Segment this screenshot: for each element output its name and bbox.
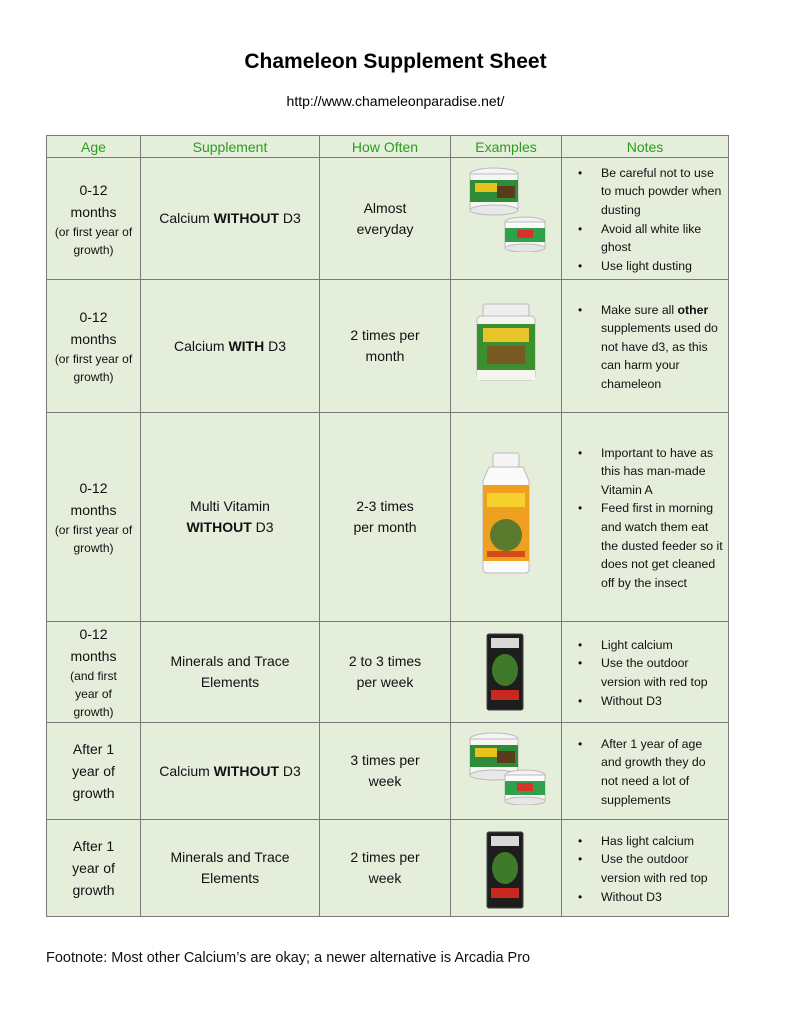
how-often-cell	[320, 622, 451, 723]
table-row	[47, 280, 729, 413]
how-often-cell	[320, 280, 451, 413]
supplement-cell	[141, 413, 320, 622]
notes-cell	[562, 413, 729, 622]
minerals-box-icon	[485, 830, 525, 910]
notes-list	[562, 301, 724, 394]
how-often-text: Almost everyday	[356, 199, 414, 237]
supplement-cell	[141, 622, 320, 723]
age-main: 0-12 months	[70, 626, 117, 664]
how-often-text: 2 to 3 times per week	[348, 653, 422, 690]
age-sub: (or first year of growth)	[54, 224, 133, 257]
supplement-emphasis: WITHOUT	[186, 519, 252, 535]
table-row	[47, 158, 729, 280]
note-item	[562, 301, 724, 394]
supplement-text: Calcium	[159, 210, 214, 226]
table-row	[47, 723, 729, 820]
calcium-tub-icon	[503, 769, 547, 805]
repti-calcium-d3-jar-icon	[473, 302, 539, 386]
table-row	[47, 413, 729, 622]
supplement-cell	[141, 820, 320, 917]
footnote: Footnote: Most other Calcium’s are okay; a newer alternative is Arcadia Pro	[46, 950, 531, 966]
age-main: After 1 year of growth	[72, 741, 115, 801]
note-text: Make sure all	[601, 302, 678, 317]
column-header-notes: Notes	[562, 136, 729, 158]
note-item: • Without D3	[562, 888, 724, 907]
age-cell	[47, 622, 141, 723]
age-sub: (or first year of growth)	[54, 523, 133, 555]
note-item: • Has light calcium	[562, 832, 724, 851]
notes-cell	[562, 280, 729, 413]
notes-list	[562, 164, 724, 276]
age-cell	[47, 820, 141, 917]
note-emphasis: other	[677, 302, 709, 317]
age-cell	[47, 280, 141, 413]
supplement-text: Minerals and Trace Elements	[170, 653, 290, 690]
how-often-text: 2 times per month	[350, 327, 420, 364]
examples-cell	[451, 158, 562, 280]
note-item: • Feed first in morning and watch them eat the dusted feeder so it does not get cleaned off by the insect	[562, 499, 724, 592]
column-header-examples: Examples	[451, 136, 562, 158]
notes-list	[562, 832, 724, 906]
column-header-supplement: Supplement	[141, 136, 320, 158]
supplement-text: D3	[279, 210, 301, 226]
age-main: After 1 year of growth	[72, 838, 115, 898]
age-main: 0-12 months	[70, 480, 117, 518]
notes-cell	[562, 622, 729, 723]
how-often-cell	[320, 820, 451, 917]
how-often-text: 2 times per week	[350, 849, 420, 886]
how-often-cell	[320, 413, 451, 622]
page-title: Chameleon Supplement Sheet	[244, 50, 547, 73]
notes-cell	[562, 820, 729, 917]
examples-cell	[451, 413, 562, 622]
supplement-text: Calcium	[173, 337, 229, 354]
minerals-box-icon	[485, 632, 525, 712]
age-cell	[47, 413, 141, 622]
supplement-text: Minerals and Trace Elements	[170, 849, 290, 886]
age-cell	[47, 158, 141, 280]
column-header-how-often: How Often	[320, 136, 451, 158]
supplement-emphasis: WITHOUT	[213, 210, 279, 226]
age-sub: (and first year of growth)	[70, 669, 117, 719]
supplement-table	[46, 135, 729, 917]
note-item: • Without D3	[562, 692, 724, 711]
examples-cell	[451, 723, 562, 820]
how-often-text: 3 times per week	[350, 752, 420, 789]
note-item: • Use the outdoor version with red top	[562, 654, 724, 691]
supplement-text: D3	[251, 519, 274, 535]
note-item: • Light calcium	[562, 636, 724, 655]
notes-cell	[562, 158, 729, 280]
table-row	[47, 622, 729, 723]
supplement-text: Multi Vitamin	[190, 498, 270, 514]
supplement-text: D3	[279, 762, 301, 779]
notes-list	[562, 735, 724, 809]
supplement-text: D3	[264, 337, 287, 354]
notes-list	[562, 444, 724, 593]
repti-calcium-jar-icon	[467, 166, 521, 216]
examples-cell	[451, 820, 562, 917]
examples-cell	[451, 622, 562, 723]
note-item: • Use light dusting	[562, 257, 724, 276]
table-header-row	[47, 136, 729, 158]
examples-cell	[451, 280, 562, 413]
calcium-tub-icon	[503, 216, 547, 252]
supplement-text: Calcium	[159, 762, 214, 779]
supplement-cell	[141, 158, 320, 280]
reptivite-bottle-icon	[479, 451, 533, 575]
note-item: • Important to have as this has man-made Vitamin A	[562, 444, 724, 500]
how-often-cell	[320, 723, 451, 820]
note-item: • Use the outdoor version with red top	[562, 850, 724, 887]
age-sub: (or first year of growth)	[54, 352, 133, 384]
how-often-cell	[320, 158, 451, 280]
supplement-cell	[141, 280, 320, 413]
notes-list	[562, 636, 724, 710]
website-url[interactable]: http://www.chameleonparadise.net/	[286, 93, 505, 109]
note-text: supplements used do not have d3, as this can harm your chameleon	[601, 321, 718, 391]
table-row	[47, 820, 729, 917]
how-often-text: 2-3 times per month	[353, 498, 417, 535]
note-item: • Be careful not to use to much powder when dusting	[562, 164, 724, 220]
age-main: 0-12 months	[70, 181, 117, 220]
notes-cell	[562, 723, 729, 820]
age-main: 0-12 months	[70, 309, 117, 347]
column-header-age: Age	[47, 136, 141, 158]
note-item: • Avoid all white like ghost	[562, 220, 724, 257]
supplement-emphasis: WITHOUT	[213, 762, 279, 779]
note-item: • After 1 year of age and growth they do not need a lot of supplements	[562, 735, 724, 809]
age-cell	[47, 723, 141, 820]
supplement-emphasis: WITH	[228, 337, 265, 354]
supplement-cell	[141, 723, 320, 820]
